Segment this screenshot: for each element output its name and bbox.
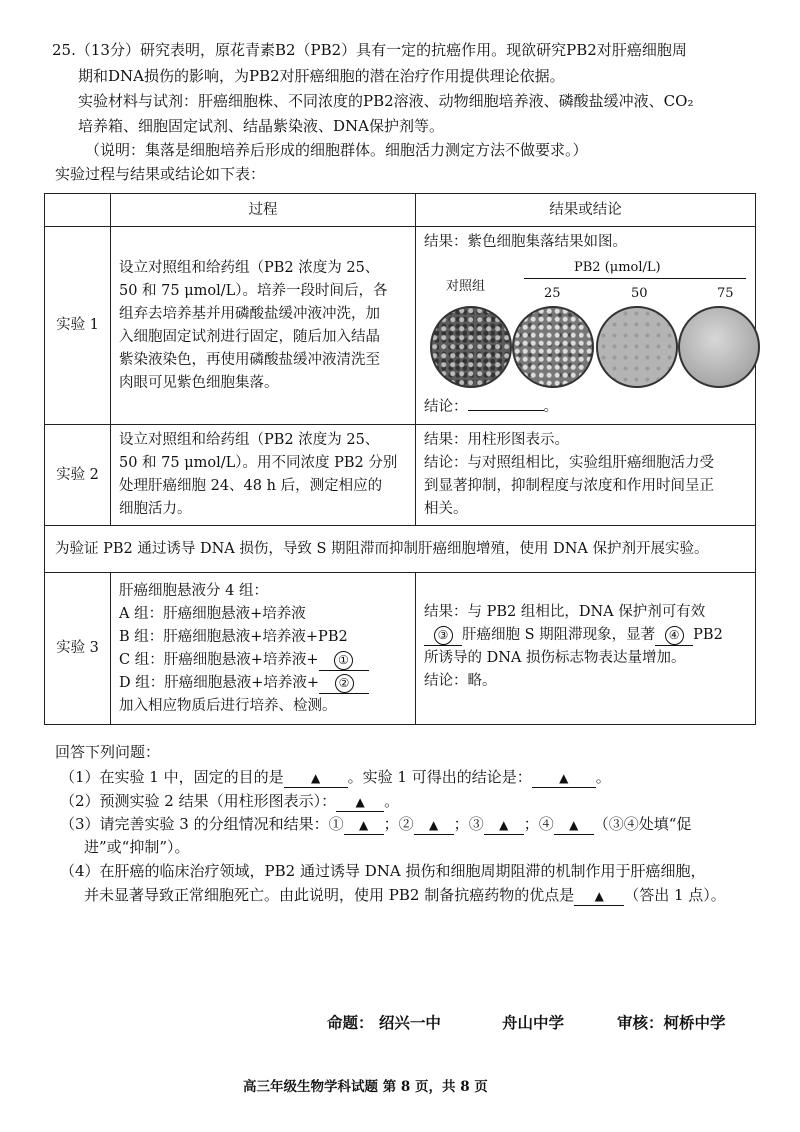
blank-2 xyxy=(319,674,369,694)
header-blank xyxy=(45,194,111,227)
exp1-process-line: 组弃去培养基并用磷酸盐缓冲液冲洗，加 xyxy=(119,305,380,322)
exp2-process-line: 处理肝癌细胞 24、48 h 后，测定相应的 xyxy=(119,478,383,494)
exp3-group-a: A 组：肝癌细胞悬液+培养液 xyxy=(119,605,306,622)
blank-4 xyxy=(655,626,693,646)
question-3 xyxy=(60,813,691,835)
q1-text-b: 。实验 1 可得出的结论是： xyxy=(347,768,532,786)
exp1-result-text: 结果：紫色细胞集落结果如图。 xyxy=(424,234,627,250)
exp2-result xyxy=(416,425,756,526)
q3-text: （3）请完善实验 3 的分组情况和结果： xyxy=(60,815,329,833)
exp2-result-line: 结论：与对照组相比，实验组肝癌细胞活力受 xyxy=(424,455,714,471)
figure-axis-label: PB2 (μmol/L) xyxy=(574,260,661,275)
q3-note: （③④处填“促 xyxy=(593,815,692,833)
exp2-result-line: 到显著抑制，抑制程度与浓度和作用时间呈正 xyxy=(424,478,714,494)
exp3-result-line-2-text: 肝癌细胞 S 期阻滞现象，显著 xyxy=(462,627,656,643)
dna-protection-row: 为验证 PB2 通过诱导 DNA 损伤，导致 S 期阻滞而抑制肝癌细胞增殖，使用 DNA 保护剂开展实验。 xyxy=(45,526,756,573)
figure-conc-label: 50 xyxy=(631,286,648,301)
exp1-process-line: 设立对照组和给药组（PB2 浓度为 25、 xyxy=(119,259,380,276)
exp3-result-line-2 xyxy=(424,624,747,647)
exp2-label: 实验 2 xyxy=(45,425,111,526)
exp1-conclusion-suffix: 。 xyxy=(543,399,558,415)
figure-conc-label: 25 xyxy=(544,286,561,301)
answer-blank-q3-3[interactable]: ▲ xyxy=(484,816,524,835)
q3-sep: ； xyxy=(453,815,469,833)
exp3-group-c xyxy=(119,649,407,672)
question-3-cont: 进”或“抑制”）。 xyxy=(84,838,190,856)
q3-marker-3: ③ xyxy=(468,815,484,833)
school-shaoxing: 绍兴一中 xyxy=(378,1014,441,1032)
exp2-process xyxy=(111,425,416,526)
header-process: 过程 xyxy=(111,194,416,227)
exp2-process-line: 设立对照组和给药组（PB2 浓度为 25、 xyxy=(119,432,380,448)
figure-conc-label: 75 xyxy=(717,286,734,301)
exp1-result xyxy=(416,227,756,425)
school-keqiao: 柯桥中学 xyxy=(663,1014,726,1032)
answer-blank-q3-2[interactable]: ▲ xyxy=(414,816,454,835)
exp3-group-c-text: C 组：肝癌细胞悬液+培养液+ xyxy=(119,651,319,668)
q3-sep: ； xyxy=(523,815,539,833)
question-line-1: 25.（13分）研究表明，原花青素B2（PB2）具有一定的抗癌作用。现欲研究PB2对肝癌细胞周 xyxy=(52,41,687,59)
answer-blank-q3-1[interactable]: ▲ xyxy=(344,816,384,835)
exp1-label: 实验 1 xyxy=(45,227,111,425)
footer-reviewer xyxy=(617,1012,726,1034)
figure-control-label: 对照组 xyxy=(446,279,486,294)
q3-marker-2: ② xyxy=(398,815,414,833)
marker-2: ② xyxy=(335,674,354,693)
q3-sep: ； xyxy=(383,815,399,833)
exp3-result-line-3: 所诱导的 DNA 损伤标志物表达量增加。 xyxy=(424,650,686,666)
exp2-process-line: 50 和 75 μmol/L）。用不同浓度 PB2 分别 xyxy=(119,455,398,471)
colony-figure xyxy=(424,254,747,394)
exp3-group-d xyxy=(119,672,407,695)
answer-blank-q4[interactable]: ▲ xyxy=(574,887,624,906)
answer-blank-q1b[interactable]: ▲ xyxy=(532,769,596,788)
table-intro: 实验过程与结果或结论如下表： xyxy=(55,165,266,183)
exp3-group-b: B 组：肝癌细胞悬液+培养液+PB2 xyxy=(119,628,348,645)
proposer-label: 命题： xyxy=(327,1014,374,1032)
q4-text-end: （答出 1 点）。 xyxy=(624,886,726,904)
question-line-3: 实验材料与试剂：肝癌细胞株、不同浓度的PB2溶液、动物细胞培养液、磷酸盐缓冲液、CO₂ xyxy=(78,92,694,110)
q2-text-a: （2）预测实验 2 结果（用柱形图表示）： xyxy=(60,792,337,810)
question-4-line-1: （4）在肝癌的临床治疗领域，PB2 通过诱导 DNA 损伤和细胞周期阻滞的机制作用于肝癌细胞， xyxy=(60,862,706,880)
colony-dish-control xyxy=(430,306,512,388)
blank-3 xyxy=(424,626,462,646)
exp3-label: 实验 3 xyxy=(45,573,111,725)
q1-text-a: （1）在实验 1 中，固定的目的是 xyxy=(60,768,284,786)
question-line-2: 期和DNA损伤的影响，为PB2对肝癌细胞的潜在治疗作用提供理论依据。 xyxy=(78,67,565,85)
header-result: 结果或结论 xyxy=(416,194,756,227)
exp3-group-d-text: D 组：肝癌细胞悬液+培养液+ xyxy=(119,674,320,691)
exp1-conclusion-prefix: 结论： xyxy=(424,399,468,415)
exp2-result-line: 结果：用柱形图表示。 xyxy=(424,432,569,448)
blank-1 xyxy=(319,651,369,671)
exp3-result-line-1: 结果：与 PB2 组相比，DNA 保护剂可有效 xyxy=(424,604,706,620)
question-1 xyxy=(60,766,611,788)
colony-dish-50 xyxy=(596,306,678,388)
footer-proposer xyxy=(327,1012,441,1034)
exp1-conclusion-blank xyxy=(468,410,544,411)
exp1-process xyxy=(111,227,416,425)
marker-3: ③ xyxy=(434,626,453,645)
q3-marker-4: ④ xyxy=(538,815,554,833)
q4-text: 并未显著导致正常细胞死亡。由此说明，使用 PB2 制备抗癌药物的优点是 xyxy=(84,886,575,904)
experiment-table xyxy=(44,193,756,725)
exp3-process-end: 加入相应物质后进行培养、检测。 xyxy=(119,697,337,714)
question-2 xyxy=(60,790,399,812)
colony-dish-75 xyxy=(678,306,760,388)
question-note: （说明：集落是细胞培养后形成的细胞群体。细胞活力测定方法不做要求。） xyxy=(85,141,588,159)
exp1-process-line: 入细胞固定试剂进行固定，随后加入结晶 xyxy=(119,328,380,345)
exp1-process-line: 肉眼可见紫色细胞集落。 xyxy=(119,374,279,391)
school-zhoushan: 舟山中学 xyxy=(502,1014,565,1032)
marker-1: ① xyxy=(334,651,353,670)
marker-4: ④ xyxy=(665,626,684,645)
answer-blank-q2[interactable]: ▲ xyxy=(336,793,384,812)
answer-blank-q1a[interactable]: ▲ xyxy=(284,769,348,788)
exp1-conclusion xyxy=(424,396,747,419)
answer-blank-q3-4[interactable]: ▲ xyxy=(554,816,594,835)
answers-heading: 回答下列问题： xyxy=(55,743,161,761)
exp2-process-line: 细胞活力。 xyxy=(119,501,192,517)
q1-text-c: 。 xyxy=(595,768,611,786)
exp3-intro: 肝癌细胞悬液分 4 组： xyxy=(119,582,268,599)
figure-axis-line xyxy=(524,278,746,279)
page-footer: 高三年级生物学科试题 第 8 页，共 8 页 xyxy=(243,1079,488,1095)
exp3-conclusion: 结论：略。 xyxy=(424,673,497,689)
question-line-4: 培养箱、细胞固定试剂、结晶紫染液、DNA保护剂等。 xyxy=(78,117,444,135)
exp2-result-line: 相关。 xyxy=(424,501,468,517)
exp1-process-line: 50 和 75 μmol/L）。培养一段时间后，各 xyxy=(119,282,388,299)
colony-dish-25 xyxy=(512,306,594,388)
question-4-line-2 xyxy=(84,884,726,906)
q2-text-b: 。 xyxy=(384,792,400,810)
q3-marker-1: ① xyxy=(328,815,344,833)
exp3-result xyxy=(416,573,756,725)
exp1-process-line: 紫染液染色，再使用磷酸盐缓冲液清洗至 xyxy=(119,351,380,368)
exp3-result-line-2-tail: PB2 xyxy=(693,627,723,643)
exp3-process xyxy=(111,573,416,725)
reviewer-label: 审核： xyxy=(617,1014,664,1032)
